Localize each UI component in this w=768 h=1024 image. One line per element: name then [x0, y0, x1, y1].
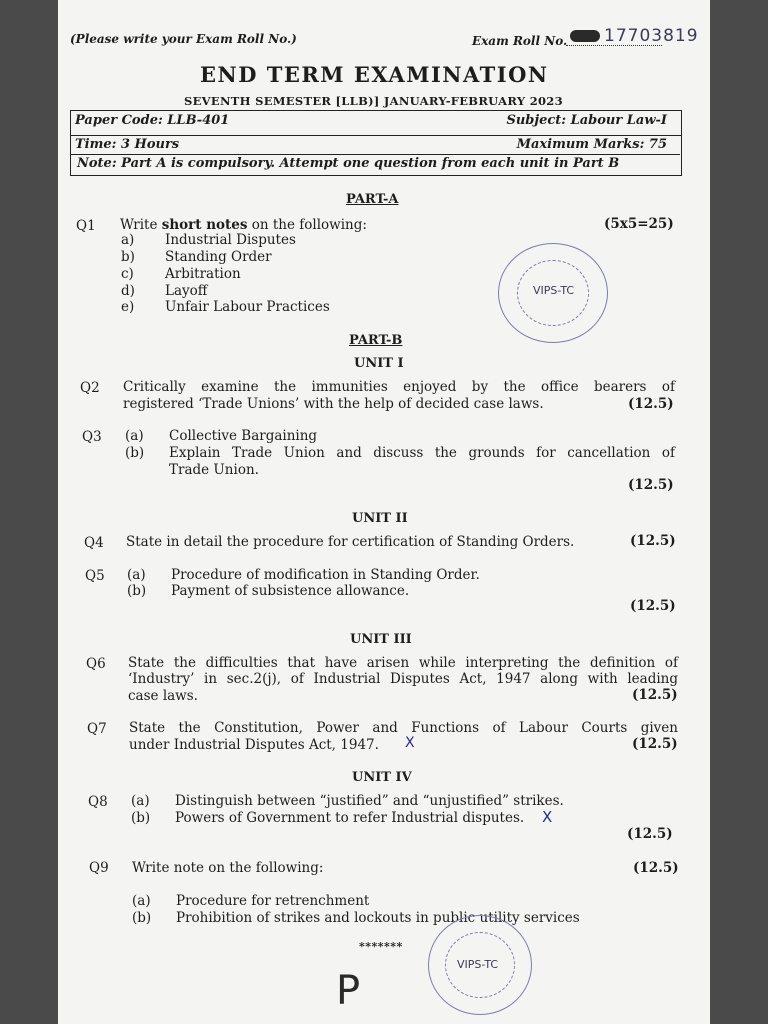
part-a-heading: PART-A: [346, 192, 399, 207]
q7-marks: (12.5): [632, 736, 678, 752]
max-marks: Maximum Marks: 75: [516, 137, 667, 152]
q7-line-1: State the Constitution, Power and Functions of Labour Courts given: [129, 720, 678, 736]
q9-marks: (12.5): [633, 860, 679, 876]
unit-4-heading: UNIT IV: [352, 770, 412, 785]
q9-number: Q9: [89, 860, 109, 876]
semester-line: SEVENTH SEMESTER [LLB)] JANUARY-FEBRUARY 2023: [184, 94, 563, 108]
unit-3-heading: UNIT III: [350, 632, 412, 647]
unit-1-heading: UNIT I: [354, 356, 404, 371]
subject: Subject: Labour Law-I: [506, 113, 667, 128]
q8-a-label: (a): [131, 793, 150, 809]
q3-b-line-2: Trade Union.: [169, 462, 259, 478]
exam-title: END TERM EXAMINATION: [200, 62, 549, 87]
q1-item-c-label: c): [121, 266, 134, 282]
q9-a-label: (a): [132, 893, 151, 909]
redaction-mark: [570, 30, 600, 42]
end-of-paper-mark: *******: [359, 940, 403, 953]
divider: [71, 154, 680, 155]
q7-line-2: under Industrial Disputes Act, 1947.: [129, 737, 379, 753]
stamp-text: VIPS-TC: [533, 284, 575, 297]
q8-marks: (12.5): [627, 826, 673, 842]
time-label: Time: 3 Hours: [75, 137, 180, 152]
roll-label: Exam Roll No.: [472, 34, 568, 48]
q1-item-d-label: d): [121, 283, 135, 299]
q4-number: Q4: [84, 535, 104, 551]
q8-b-text: Powers of Government to refer Industrial disputes.: [175, 810, 525, 826]
q6-line-3: case laws.: [128, 688, 198, 704]
unit-2-heading: UNIT II: [352, 511, 408, 526]
q1-marks: (5x5=25): [604, 216, 674, 232]
roll-number-handwritten: 17703819: [604, 26, 699, 46]
q1-item-c: Arbitration: [165, 266, 241, 282]
q7-number: Q7: [87, 721, 107, 737]
q8-b-label: (b): [131, 810, 151, 826]
q1-item-a-label: a): [121, 232, 135, 248]
q2-number: Q2: [80, 380, 100, 396]
q4-marks: (12.5): [630, 533, 676, 549]
part-b-heading: PART-B: [349, 333, 403, 348]
q9-a-text: Procedure for retrenchment: [176, 893, 370, 909]
q1-item-a: Industrial Disputes: [165, 232, 296, 248]
q1-item-e-label: e): [121, 299, 135, 315]
q3-number: Q3: [82, 429, 102, 445]
handwritten-x-mark: X: [405, 735, 415, 751]
q9-b-text: Prohibition of strikes and lockouts in public utility services: [176, 910, 580, 926]
q5-marks: (12.5): [630, 598, 676, 614]
handwritten-p-mark: P: [336, 968, 361, 1014]
q2-marks: (12.5): [628, 396, 674, 412]
q1-item-d: Layoff: [165, 283, 208, 299]
q3-b-line-1: Explain Trade Union and discuss the grounds for cancellation of: [169, 445, 675, 461]
q1-number: Q1: [76, 218, 96, 234]
paper-info-box: [70, 110, 682, 136]
q1-item-b: Standing Order: [165, 249, 272, 265]
q9-text: Write note on the following:: [132, 860, 324, 876]
paper-code: Paper Code: LLB-401: [75, 113, 230, 128]
q8-number: Q8: [88, 794, 108, 810]
q3-a-label: (a): [125, 428, 144, 444]
q1-item-e: Unfair Labour Practices: [165, 299, 330, 315]
institution-stamp: [498, 243, 608, 343]
time-marks-box: [70, 136, 682, 176]
stamp-2-text: VIPS-TC: [457, 958, 499, 971]
institution-stamp-2: [428, 915, 532, 1015]
q1-text: Write short notes on the following:: [120, 217, 367, 233]
q3-a-text: Collective Bargaining: [169, 428, 318, 444]
q5-number: Q5: [85, 568, 105, 584]
q5-a-label: (a): [127, 567, 146, 583]
q5-a-text: Procedure of modification in Standing Order.: [171, 567, 480, 583]
q3-b-label: (b): [125, 445, 145, 461]
q9-b-label: (b): [132, 910, 152, 926]
handwritten-x-mark-2: X: [542, 808, 553, 826]
q8-a-text: Distinguish between “justified” and “unjustified” strikes.: [175, 793, 564, 809]
q4-text: State in detail the procedure for certification of Standing Orders.: [126, 534, 575, 550]
roll-instruction: (Please write your Exam Roll No.): [70, 32, 297, 46]
q6-line-2: ‘Industry’ in sec.2(j), of Industrial Disputes Act, 1947 along with leading: [128, 671, 678, 687]
q5-b-label: (b): [127, 583, 147, 599]
q2-line-1: Critically examine the immunities enjoyed by the office bearers of: [123, 379, 675, 395]
q6-number: Q6: [86, 656, 106, 672]
note: Note: Part A is compulsory. Attempt one question from each unit in Part B: [77, 156, 620, 171]
q5-b-text: Payment of subsistence allowance.: [171, 583, 410, 599]
q6-marks: (12.5): [632, 687, 678, 703]
q6-line-1: State the difficulties that have arisen while interpreting the definition of: [128, 655, 678, 671]
q1-item-b-label: b): [121, 249, 135, 265]
q3-marks: (12.5): [628, 477, 674, 493]
q2-line-2: registered ‘Trade Unions’ with the help of decided case laws.: [123, 396, 544, 412]
